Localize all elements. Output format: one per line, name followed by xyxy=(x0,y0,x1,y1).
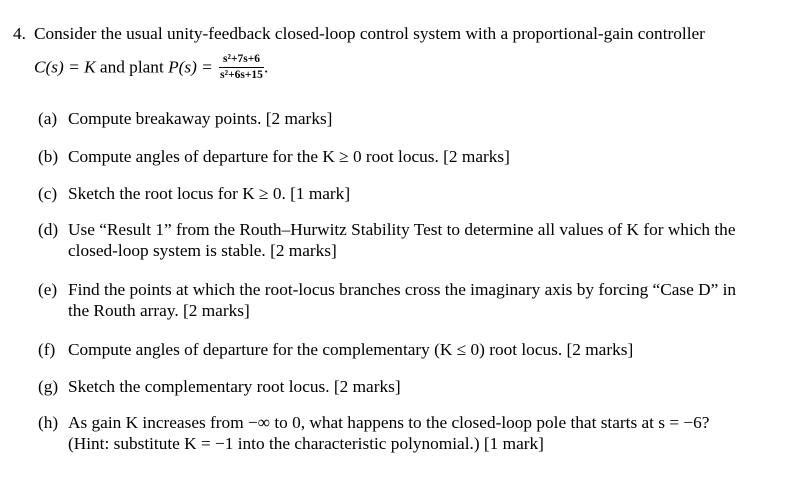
plant-numerator: s²+7s+6 xyxy=(219,53,264,68)
item-text-h-line-2: (Hint: substitute K = −1 into the characteristic polynomial.) [1 mark] xyxy=(68,434,544,453)
item-text-d-line-2: closed-loop system is stable. [2 marks] xyxy=(68,241,337,260)
item-text-c: Sketch the root locus for K ≥ 0. [1 mark] xyxy=(68,184,351,203)
item-label-g: (g) xyxy=(38,377,59,396)
item-label-a: (a) xyxy=(38,109,58,128)
item-label-f: (f) xyxy=(38,340,56,359)
item-text-h-line-1: As gain K increases from −∞ to 0, what happens to the closed-loop pole that starts at s = −6? xyxy=(68,413,710,432)
item-text-e-line-1: Find the points at which the root-locus branches cross the imaginary axis by forcing “Case D” in xyxy=(68,280,737,299)
item-text-f: Compute angles of departure for the complementary (K ≤ 0) root locus. [2 marks] xyxy=(68,340,634,359)
item-text-g: Sketch the complementary root locus. [2 marks] xyxy=(68,377,401,396)
problem-equation-line xyxy=(34,54,268,83)
plant-lhs: P(s) = xyxy=(168,57,213,77)
plant-fraction xyxy=(219,53,264,82)
item-text-b: Compute angles of departure for the K ≥ 0 root locus. [2 marks] xyxy=(68,147,510,166)
item-text-a: Compute breakaway points. [2 marks] xyxy=(68,109,333,128)
plant-denominator: s²+6s+15 xyxy=(220,69,263,81)
controller-equation: C(s) = K xyxy=(34,57,96,77)
item-text-d-line-1: Use “Result 1” from the Routh–Hurwitz Stability Test to determine all values of K for which the xyxy=(68,220,736,239)
item-label-e: (e) xyxy=(38,280,58,299)
item-text-e-line-2: the Routh array. [2 marks] xyxy=(68,301,250,320)
item-label-b: (b) xyxy=(38,147,59,166)
item-label-d: (d) xyxy=(38,220,59,239)
item-label-c: (c) xyxy=(38,184,58,203)
problem-intro: Consider the usual unity-feedback closed-loop control system with a proportional-gain controller xyxy=(34,24,705,43)
item-label-h: (h) xyxy=(38,413,59,432)
problem-number: 4. xyxy=(13,24,26,43)
equation-period: . xyxy=(263,57,269,77)
and-plant-text: and plant xyxy=(95,57,169,77)
